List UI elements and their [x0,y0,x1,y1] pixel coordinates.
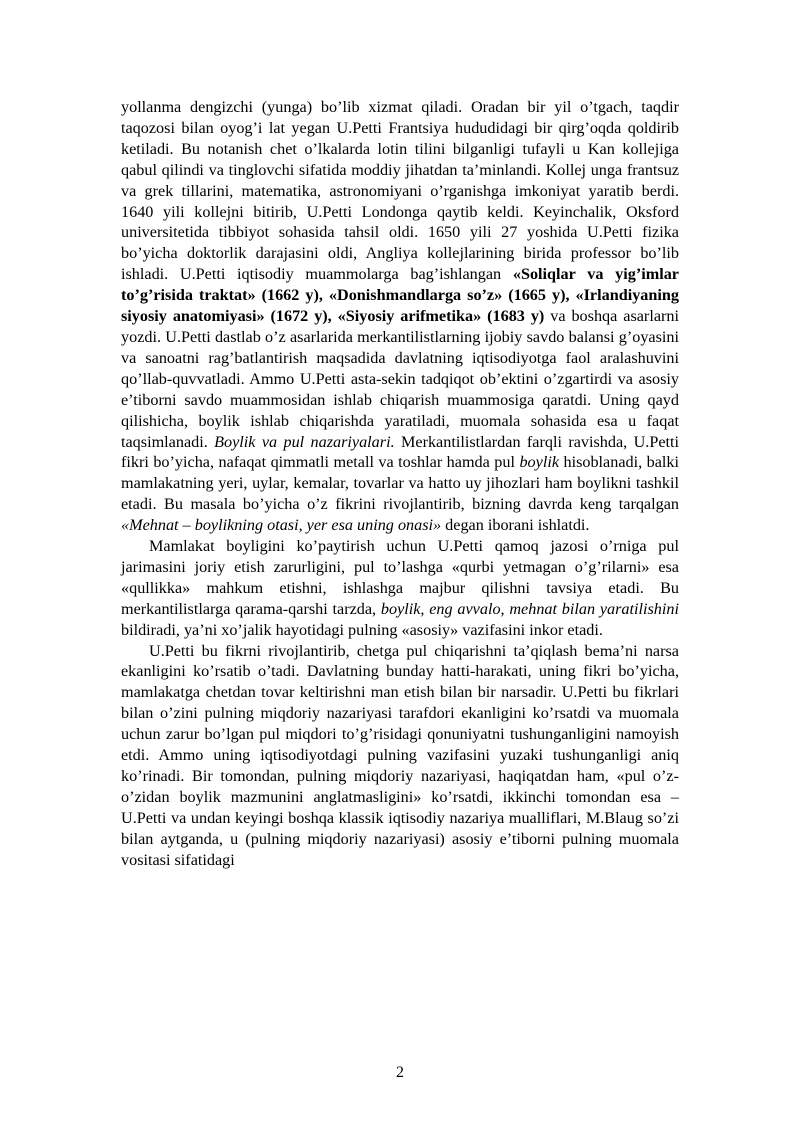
paragraph-1-text-5: degan iborani ishlatdi. [441,516,590,535]
boylik-italic: boylik [519,453,560,472]
paragraph-1-text-3: Merkantilistlardan farqli ravishda, U.Petti fikri bo’yicha, nafaqat qimmatli metall va toshlar hamda pul [121,432,679,472]
paragraph-2-italic: boylik, eng avvalo, mehnat bilan yaratilishini [380,599,679,618]
paragraph-1 [121,97,679,536]
paragraph-2-text-2: bildiradi, ya’ni xo’jalik hayotidagi pulning «asosiy» vazifasini inkor etadi. [121,620,603,639]
paragraph-1-text-4: hisoblanadi, balki mamlakatning yeri, uylar, kemalar, tovarlar va hatto uy jihozlari ham boylikni tashkil etadi. Bu masala bo’yicha o’z fikrini rivojlantirib, bizning davrda keng tarqalgan [121,453,679,514]
paragraph-2-text-1: Mamlakat boyligini ko’paytirish uchun U.Petti qamoq jazosi o’rniga pul jarimasini joriy etish zarurligini, pul to’lashga «qurbi yetmagan o’g’rilarni» esa «qullikka» mahkum etishni, ishlashga majbur qilishni tavsiya etadi. Bu merkantilistlarga qarama-qarshi tarzda, [121,537,679,618]
works-list-bold: «Soliqlar va yig’imlar to’g’risida traktat» (1662 y), «Donishmandlarga so’z» (1665 y), «Irlandiyaning siyosiy anatomiyasi» (1672 y), «Siyosiy arifmetika» (1683 y) [121,265,679,326]
page-number: 2 [396,1064,404,1081]
paragraph-1-text-2: va boshqa asarlarni yozdi. U.Petti dastlab o’z asarlarida merkantilistlarning ijobiy savdo balansi g’oyasini va sanoatni rag’batlantirish maqsadida davlatning iqtisodiyotga faol aralashuvini qo’llab-quvvatladi. Ammo U.Petti asta-sekin tadqiqot ob’ektini o’zgartirdi va asosiy e’tiborni savdo muammosidan ishlab chiqarish muammosiga qaratdi. Uning qayd qilishicha, boylik ishlab chiqarishda yaratiladi, muomala sohasida esa u faqat taqsimlanadi. [121,307,679,451]
quote-italic: «Mehnat – boylikning otasi, yer esa uning onasi» [121,516,442,535]
paragraph-3: U.Petti bu fikrni rivojlantirib, chetga pul chiqarishni ta’qiqlash bema’ni narsa ekanligini ko’rsatib o’tadi. Davlatning bunday hatti-harakati, uning fikri bo’yicha, mamlakatga chetdan tovar keltirishni man etish bilan bir narsadir. U.Petti bu fikrlari bilan o’zini pulning miqdoriy nazariyasi tarafdori ekanligini ko’rsatdi va muomala uchun zarur bo’lgan pul miqdori to’g’risidagi qonuniyatni tushunganligini namoyish etdi. Ammo uning iqtisodiyotdagi pulning vazifasini yuzaki tushunganligi aniq ko’rinadi. Bir tomondan, pulning miqdoriy nazariyasi, haqiqatdan ham, «pul o’z-o’zidan boylik mazmunini anglatmasligini» ko’rsatdi, ikkinchi tomondan esa – U.Petti va undan keyingi boshqa klassik iqtisodiy nazariya mualliflari, M.Blaug so’zi bilan aytganda, u (pulning miqdoriy nazariyasi) asosiy e’tiborni pulning muomala vositasi sifatidagi [121,641,679,869]
document-body [121,97,679,871]
section-heading-italic: Boylik va pul nazariyalari. [214,432,395,451]
paragraph-2 [121,536,679,641]
paragraph-1-text-1: yollanma dengizchi (yunga) bo’lib xizmat qiladi. Oradan bir yil o’tgach, taqdir taqozosi bilan oyog’i lat yegan U.Petti Frantsiya hududidagi bir qirg’oqda qoldirib ketiladi. Bu notanish chet o’lkalarda lotin tilini bilganligi tufayli u Kan kollejiga qabul qilindi va tinglovchi sifatida moddiy jihatdan ta’minlandi. Kollej unga frantsuz va grek tillarini, matematika, astronomiyani o’rganishga imkoniyat yaratib berdi. 1640 yili kollejni bitirib, U.Petti Londonga qaytib keldi. Keyinchalik, Oksford universitetida tibbiyot sohasida tahsil oldi. 1650 yili 27 yoshida U.Petti fizika bo’yicha doktorlik darajasini oldi, Angliya kollejlarining birida professor bo’lib ishladi. U.Petti iqtisodiy muammolarga bag’ishlangan [121,98,679,284]
